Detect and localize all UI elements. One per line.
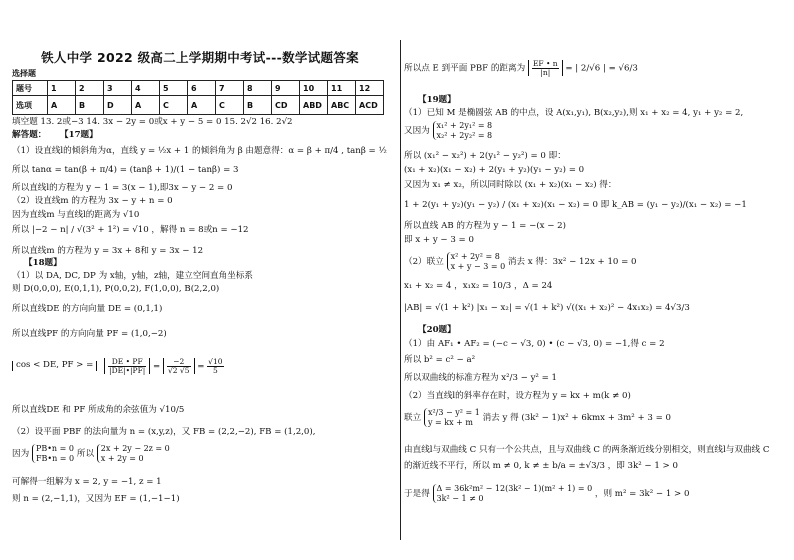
table-cell: 9 [272,81,300,96]
cosine-abs [12,361,97,371]
table-cell: B [244,96,272,115]
q18-line-2: 则 D(0,0,0), E(0,1,1), P(0,0,2), F(1,0,0), B(2,2,0) [12,284,220,294]
table-cell: 3 [104,81,132,96]
q19-system-2-suffix: 消去 x 得：3x² − 12x + 10 = 0 [507,257,637,268]
q20-line-6: 由直线l与双曲线 C 只有一个公共点，且与双曲线 C 的两条渐近线分别相交，则直线l与双曲线 C [404,445,770,455]
q19-line-10: x₁ + x₂ = 4 ，x₁x₂ = 10/3 ，Δ = 24 [404,281,553,291]
table-cell: 8 [244,81,272,96]
q18-system-mid: 所以 [76,449,95,460]
q19-line-1: （1）已知 M 是椭圆弦 AB 的中点，设 A(x₁,y₁), B(x₂,y₂),则 x₁ + x₂ = 4, y₁ + y₂ = 2, [404,108,744,118]
q18-system-prefix: 因为 [12,449,30,460]
q18-distance-text: 所以点 E 到平面 PBF 的距离为 [404,63,526,74]
table-cell: 7 [216,81,244,96]
table-cell: B [76,96,104,115]
cosine-result-fraction [207,358,223,374]
q18-line-7: （2）设平面 PBF 的法向量为 n = (x,y,z)，又 FB = (2,2,−2), FB = (1,2,0), [12,427,316,437]
table-cell: 2 [76,81,104,96]
cosine-fraction [108,358,146,374]
q19-line-5: 又因为 x₁ ≠ x₂，所以同时除以 (x₁ + x₂)(x₁ − x₂) 得： [404,180,617,190]
q18-eq-4: x + 2y = 0 [100,453,144,463]
distance-result: = | 2/√6 | = √6/3 [565,63,638,74]
table-cell: CD [272,96,300,115]
table-cell: ABD [300,96,328,115]
q18-system-brace-1 [32,444,74,463]
q19-line-4: (x₁ + x₂)(x₁ − x₂) + 2(y₁ + y₂)(y₁ − y₂) = 0 [404,165,585,175]
table-cell: ACD [356,96,384,115]
q17-line-5: 因为直线m 与直线l的距离为 √10 [12,210,140,220]
cosine-lhs: cos < DE, PF > = [16,360,94,371]
table-cell: 5 [160,81,188,96]
q20-system-2-suffix: ，则 m² = 3k² − 1 > 0 [594,489,690,500]
q19-eq-2: x₂² + 2y₂² = 8 [436,130,493,140]
q20-system-1 [404,408,671,427]
table-cell: 4 [132,81,160,96]
q19-line-6: 1 + 2(y₁ + y₂)(y₁ − y₂) / (x₁ + x₂)(x₁ − x₂) = 0 即 k_AB = (y₁ − y₂)/(x₁ − x₂) = −1 [404,200,747,210]
cosine-result-num: √10 [208,357,223,366]
q20-line-7: 的渐近线不平行，所以 m ≠ 0, k ≠ ± b/a = ±√3/3 ，即 3k² − 1 > 0 [404,461,678,471]
distance-den: |n| [540,67,551,77]
cosine-numerator: DE • PF [108,358,146,367]
q18-eq-1: PB•n = 0 [35,444,74,453]
table-cell: 6 [188,81,216,96]
q20-eq-4: 3k² − 1 ≠ 0 [436,493,484,503]
choice-answer-table [12,80,384,115]
q18-system-brace-2 [97,444,170,463]
q19-line-7: 所以直线 AB 的方程为 y − 1 = −(x − 2) [404,221,567,231]
table-cell: 11 [328,81,356,96]
q19-heading: 【19题】 [418,95,456,105]
q18-eq-3: 2x + 2y − 2z = 0 [100,444,170,453]
q19-line-11: |AB| = √(1 + k²) |x₁ − x₂| = √(1 + k²) √((x₁ + x₂)² − 4x₁x₂) = 4√3/3 [404,303,690,313]
q19-system-1-prefix: 又因为 [404,126,430,137]
q19-system-2 [404,252,637,271]
q19-line-3: 所以 (x₁² − x₂²) + 2(y₁² − y₂²) = 0 即： [404,151,566,161]
column-divider [400,40,401,540]
q20-system-1-suffix: 消去 y 得 (3k² − 1)x² + 6kmx + 3m² + 3 = 0 [482,413,671,424]
q19-line-8: 即 x + y − 3 = 0 [404,235,474,245]
q18-line-9: 可解得一组解为 x = 2, y = −1, z = 1 [12,477,162,487]
table-cell: C [216,96,244,115]
q17-line-1: （1）设直线l的倾斜角为α，直线 y = ½x + 1 的倾斜角为 β 由题意得：α = β + π/4 , tanβ = ½ [12,146,387,156]
table-cell: C [160,96,188,115]
q20-system-1-brace [424,408,480,427]
q17-line-2: 所以 tanα = tan(β + π/4) = (tanβ + 1)/(1 − tanβ) = 3 [12,165,239,175]
q20-line-2: 所以 b² = c² − a² [404,355,476,365]
q18-line-3: 所以直线DE 的方向向量 DE = (0,1,1) [12,304,163,314]
q17-line-6: 所以 |−2 − n| / √(3² + 1²) = √10 ，解得 n = 8或n = −12 [12,225,249,235]
fill-in-answers: 填空题 13. 2或−3 14. 3x − 2y = 0或x + y − 5 = 0 15. 2√2 16. 2√2 [12,117,293,127]
q20-system-2-brace [433,484,593,503]
q19-system-2-prefix: （2）联立 [404,257,444,268]
solution-section-label: 解答题： [12,130,47,140]
distance-fraction [532,60,559,76]
page-title: 铁人中学 2022 级高二上学期期中考试---数学试题答案 [41,50,359,65]
table-row [13,81,384,96]
cosine-value-fraction [167,358,191,374]
q19-eq-1: x₁² + 2y₁² = 8 [436,121,493,130]
row-header-answer: 选项 [13,96,48,115]
choice-section-label: 选择题 [12,68,36,78]
q18-distance-formula [404,60,638,76]
q18-eq-2: FB•n = 0 [35,453,75,463]
q17-line-7: 所以直线m 的方程为 y = 3x + 8和 y = 3x − 12 [12,246,204,256]
q19-system-2-brace [447,252,506,271]
table-cell: A [132,96,160,115]
cosine-value-abs [163,358,195,374]
q18-line-1: （1）以 DA, DC, DP 为 x轴，y轴，z轴，建立空间直角坐标系 [12,271,254,281]
q18-line-4: 所以直线PF 的方向向量 PF = (1,0,−2) [12,329,167,339]
table-cell: D [104,96,132,115]
cosine-result-den: 5 [212,365,218,375]
cosine-denominator: |DE|•|PF| [109,365,146,375]
table-cell: 12 [356,81,384,96]
cosine-value-num: −2 [167,358,191,367]
q18-heading: 【18题】 [24,258,62,268]
q18-line-10: 则 n = (2,−1,1)，又因为 EF = (1,−1−1) [12,494,180,504]
distance-abs [528,60,563,76]
q20-system-2 [404,484,689,503]
q19-system-1-brace [433,121,493,140]
q20-system-2-prefix: 于是得 [404,489,430,500]
cosine-value-den: √2 √5 [168,365,190,375]
table-cell: A [188,96,216,115]
q20-eq-1: x²/3 − y² = 1 [427,408,480,417]
cosine-frac-abs [104,358,150,374]
q18-line-6: 所以直线DE 和 PF 所成角的余弦值为 √10/5 [12,405,185,415]
table-cell: 10 [300,81,328,96]
q17-line-3: 所以直线l的方程为 y − 1 = 3(x − 1),即3x − y − 2 = 0 [12,183,233,193]
q18-cosine-formula: cos < DE, PF > = $\frac{DE • PF}{|DE|•|PF|}$ = $\frac{-2}{√2 √5}$ = $\frac{√10}{5}$ [12,358,224,374]
distance-num: EF • n [532,59,558,68]
q20-system-1-prefix: 联立 [404,413,422,424]
table-cell: ABC [328,96,356,115]
table-row [13,96,384,115]
q19-eq-4: x + y − 3 = 0 [450,261,506,271]
q20-eq-2: y = kx + m [427,417,473,427]
q20-line-3: 所以双曲线的标准方程为 x²/3 − y² = 1 [404,373,558,383]
q18-system [12,444,170,463]
table-cell: A [48,96,76,115]
q17-line-4: （2）设直线m 的方程为 3x − y + n = 0 [12,196,173,206]
q20-eq-3: Δ = 36k²m² − 12(3k² − 1)(m² + 1) = 0 [436,484,593,493]
table-cell: 1 [48,81,76,96]
q17-heading: 【17题】 [60,130,98,140]
q19-eq-3: x² + 2y² = 8 [450,252,500,261]
q20-line-4: （2）当直线l的斜率存在时，设方程为 y = kx + m(k ≠ 0) [404,391,631,401]
q19-system-1 [404,121,492,140]
row-header-number: 题号 [13,81,48,96]
q20-heading: 【20题】 [418,325,456,335]
q20-line-1: （1）由 AF₁ • AF₂ = (−c − √3, 0) • (c − √3, 0) = −1,得 c = 2 [404,339,665,349]
